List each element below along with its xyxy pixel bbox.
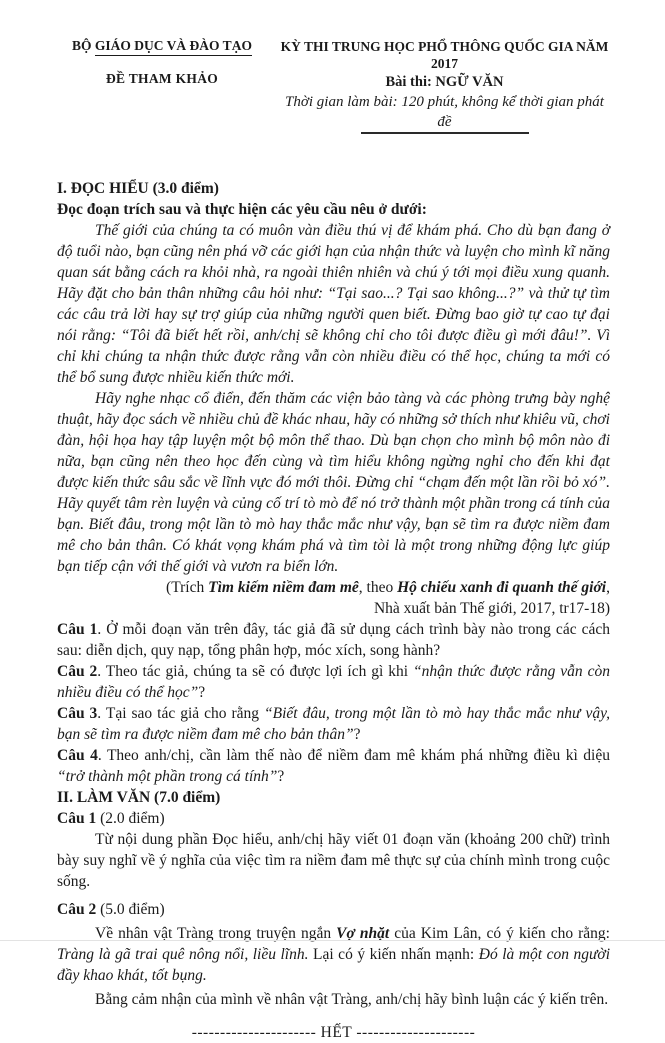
question-3-quote: “Biết đâu, trong một lần tò mò hay thắc mắc như vậy, bạn sẽ tìm ra được niềm đam mê cho bản thân” (57, 705, 610, 743)
issuer-line (57, 38, 267, 54)
writing-task-2-closing: Bằng cảm nhận của mình về nhân vật Tràng, anh/chị hãy bình luận các ý kiến trên. (95, 991, 609, 1008)
question-4-post: ? (277, 768, 285, 785)
question-3 (57, 703, 610, 745)
citation-source-title: Hộ chiếu xanh đi quanh thế giới (397, 579, 607, 596)
section-writing-heading: II. LÀM VĂN (7.0 điểm) (57, 789, 221, 806)
duration-underline-rule (361, 132, 529, 134)
citation-mid: , theo (358, 579, 398, 596)
task-2-seg2: của Kim Lân, có ý kiến cho rằng: (389, 925, 610, 942)
question-2-label: Câu 2 (57, 663, 98, 680)
writing-task-2-body (57, 923, 610, 986)
question-2-quote: “nhận thức được rằng vẫn còn nhiều điều có thể học” (57, 663, 610, 701)
question-4-text: . Theo anh/chị, cần làm thế nào để niềm đam mê khám phá những điều kì diệu (97, 747, 610, 764)
issuer-prefix: BỘ (72, 38, 95, 53)
writing-task-1-body: Từ nội dung phần Đọc hiểu, anh/chị hãy viết 01 đoạn văn (khoảng 200 chữ) trình bày suy nghĩ về ý nghĩa của việc tìm ra niềm đam mê thực sự của chính mình trong cuộc sống. (57, 831, 610, 890)
passage-paragraph-2: Hãy nghe nhạc cổ điển, đến thăm các viện bảo tàng và các phòng trưng bày nghệ thuật, hãy đọc sách về nhiều chủ đề khác nhau, hãy có những sở thích như khiêu vũ, chơi đàn, hội họa hay tập luyện một bộ môn thể thao. Dù bạn chọn cho mình bộ môn nào đi nữa, bạn cũng nên theo học đến cùng và tìm hiểu không ngừng nghỉ cho đến khi đạt được kiến thức sâu sắc về lĩnh vực đó mới thôi. Đừng chỉ “chạm đến một lần rồi bỏ xó”. Hãy quyết tâm rèn luyện và củng cố trí tò mò để nó trở thành một phần trong cá tính của bạn. Biết đâu, trong một lần tò mò hay thắc mắc như vậy, bạn sẽ tìm ra được niềm đam mê cho bản thân. Có khát vọng khám phá và tìm tòi là một trong những động lực giúp bạn tiếp cận với thế giới và vươn ra biển lớn. (57, 390, 610, 575)
subject-line: Bài thi: NGỮ VĂN (385, 74, 504, 90)
citation-pre: (Trích (166, 579, 209, 596)
exam-title: KỲ THI TRUNG HỌC PHỔ THÔNG QUỐC GIA NĂM 2017 (280, 39, 609, 71)
writing-task-1-label: Câu 1 (57, 810, 97, 827)
question-4 (57, 745, 610, 787)
issuer-name: GIÁO DỤC VÀ ĐÀO TẠO (95, 38, 252, 56)
header-exam-block (267, 38, 610, 134)
document-header (57, 38, 610, 134)
question-1-label: Câu 1 (57, 621, 98, 638)
duration-line: Thời gian làm bài: 120 phút, không kể thời gian phát đề (285, 94, 604, 130)
task-2-seg3: Lại có ý kiến nhấn mạnh: (308, 946, 479, 963)
task-2-work-title: Vợ nhặt (336, 925, 390, 942)
question-3-label: Câu 3 (57, 705, 98, 722)
writing-task-2-head (57, 899, 610, 920)
writing-task-1-score: (2.0 điểm) (96, 810, 165, 827)
citation-work-title: Tìm kiếm niềm đam mê (208, 579, 359, 596)
passage-paragraph-1: Thế giới của chúng ta có muôn vàn điều thú vị để khám phá. Cho dù bạn đang ở độ tuổi nào, bạn cũng nên phá vỡ các giới hạn của nhận thức và luyện cho mình kĩ năng quan sát bằng cách ra khỏi nhà, ra ngoài thiên nhiên và chú ý tới mọi điều xung quanh. Hãy đặt cho bản thân những câu hỏi như: “Tại sao...? Tại sao không...?” và thử tự tìm các câu trả lời hay sự trợ giúp của những người quen biết. Đừng bao giờ tự cao tự đại nói rằng: “Tôi đã biết hết rồi, anh/chị sẽ không chỉ cho tôi được điều gì mới đâu!”. Vì chỉ khi chúng ta nhận thức được rằng vẫn còn nhiều điều có thể học, chúng ta mới có thể bổ sung được nhiều kiến thức mới. (57, 222, 610, 386)
paper-type-label: ĐỀ THAM KHẢO (105, 71, 219, 86)
citation-post: , (606, 579, 610, 596)
question-2-text: . Theo tác giả, chúng ta sẽ có được lợi ích gì khi (97, 663, 413, 680)
task-2-opinion-1: Tràng là gã trai quê nông nổi, liều lĩnh. (57, 946, 309, 963)
citation-line-1 (57, 577, 610, 598)
question-4-quote: “trở thành một phần trong cá tính” (57, 768, 278, 785)
question-1-text: . Ở mỗi đoạn văn trên đây, tác giả đã sử dụng cách trình bày nào trong các cách sau: diễn dịch, quy nạp, tổng phân hợp, móc xích, song hành? (57, 621, 610, 659)
question-1 (57, 619, 610, 661)
question-2 (57, 661, 610, 703)
writing-task-2-label: Câu 2 (57, 901, 97, 918)
reading-instruction: Đọc đoạn trích sau và thực hiện các yêu cầu nêu ở dưới: (57, 201, 427, 218)
task-2-seg1: Về nhân vật Tràng trong truyện ngắn (95, 925, 337, 942)
task-2-opinion-2: Đó là một con người đầy khao khát, tốt bụng. (57, 946, 611, 984)
section-reading-heading: I. ĐỌC HIỂU (3.0 điểm) (57, 180, 219, 197)
citation-line-2: Nhà xuất bản Thế giới, 2017, tr17-18) (373, 600, 610, 617)
question-4-label: Câu 4 (57, 747, 98, 764)
writing-task-1-head (57, 808, 610, 829)
question-2-post: ? (198, 684, 206, 701)
writing-task-2-score: (5.0 điểm) (96, 901, 165, 918)
question-3-post: ? (353, 726, 361, 743)
question-3-text: . Tại sao tác giả cho rằng (97, 705, 265, 722)
header-issuer-block (57, 38, 267, 87)
document-body (57, 178, 610, 1043)
end-of-exam-marker: ---------------------- HẾT --------------------- (191, 1024, 476, 1041)
